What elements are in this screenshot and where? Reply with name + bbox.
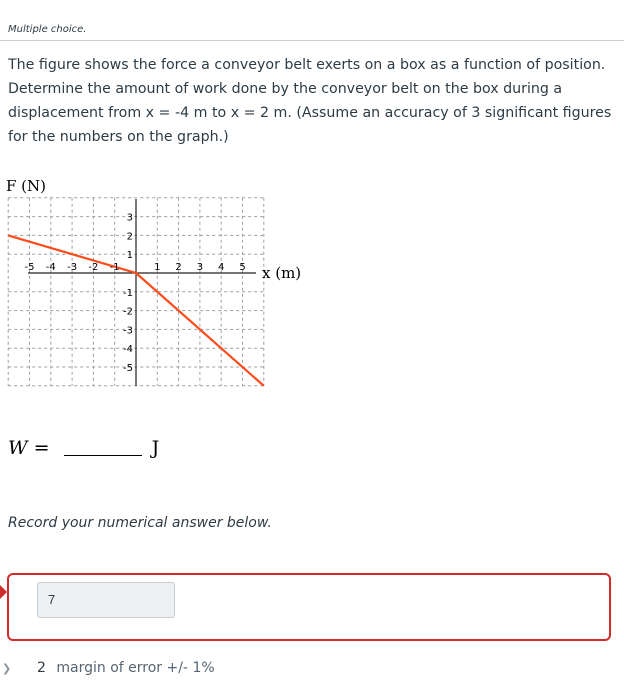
y-axis-label: F (N) [6, 177, 47, 195]
x-tick-labels [25, 262, 246, 273]
x-tick-label: 2 [175, 262, 182, 273]
work-unit: J [151, 437, 160, 459]
y-tick-label: -1 [123, 287, 133, 299]
correct-answer-value: 2 [37, 660, 46, 676]
x-tick-label: -1 [109, 262, 120, 273]
x-tick-label: 5 [239, 262, 246, 273]
record-prompt: Record your numerical answer below. [8, 515, 272, 531]
x-tick-label: -4 [45, 262, 56, 273]
y-tick-label: -3 [123, 325, 133, 337]
x-tick-label: -3 [67, 262, 78, 273]
x-tick-label: -2 [88, 262, 99, 273]
x-tick-label: -5 [24, 262, 35, 273]
x-axis-label: x (m) [262, 264, 302, 282]
y-tick-label: -2 [123, 306, 133, 318]
x-tick-label: 4 [218, 262, 225, 273]
chevron-right-icon: ❯ [2, 662, 12, 675]
header-divider [0, 40, 624, 41]
y-tick-label: -4 [123, 344, 133, 356]
work-variable: W [8, 437, 28, 459]
answer-blank [64, 439, 142, 456]
question-type-label: Multiple choice. [8, 24, 87, 35]
correct-answer [37, 660, 215, 676]
answer-input[interactable]: 7 [37, 582, 175, 618]
y-tick-label: 2 [126, 231, 133, 243]
incorrect-flag-icon [0, 585, 7, 599]
y-tick-labels [123, 213, 133, 374]
x-tick-label: 1 [154, 262, 161, 273]
work-equation [8, 437, 159, 459]
question-text: The figure shows the force a conveyor belt exerts on a box as a function of position. Determine the amount of work done by the conveyor belt on the box during a displacement from x = -4 m to x = 2 m. (Assume an accuracy of 3 significant figures for the numbers on the graph.) [8, 57, 612, 145]
equals-sign: = [33, 437, 50, 459]
margin-of-error: margin of error +/- 1% [56, 660, 215, 676]
y-tick-label: 3 [126, 212, 133, 224]
y-tick-label: 1 [126, 250, 133, 262]
y-tick-label: -5 [123, 363, 133, 374]
x-tick-label: 3 [196, 262, 204, 273]
force-position-graph [0, 170, 320, 395]
